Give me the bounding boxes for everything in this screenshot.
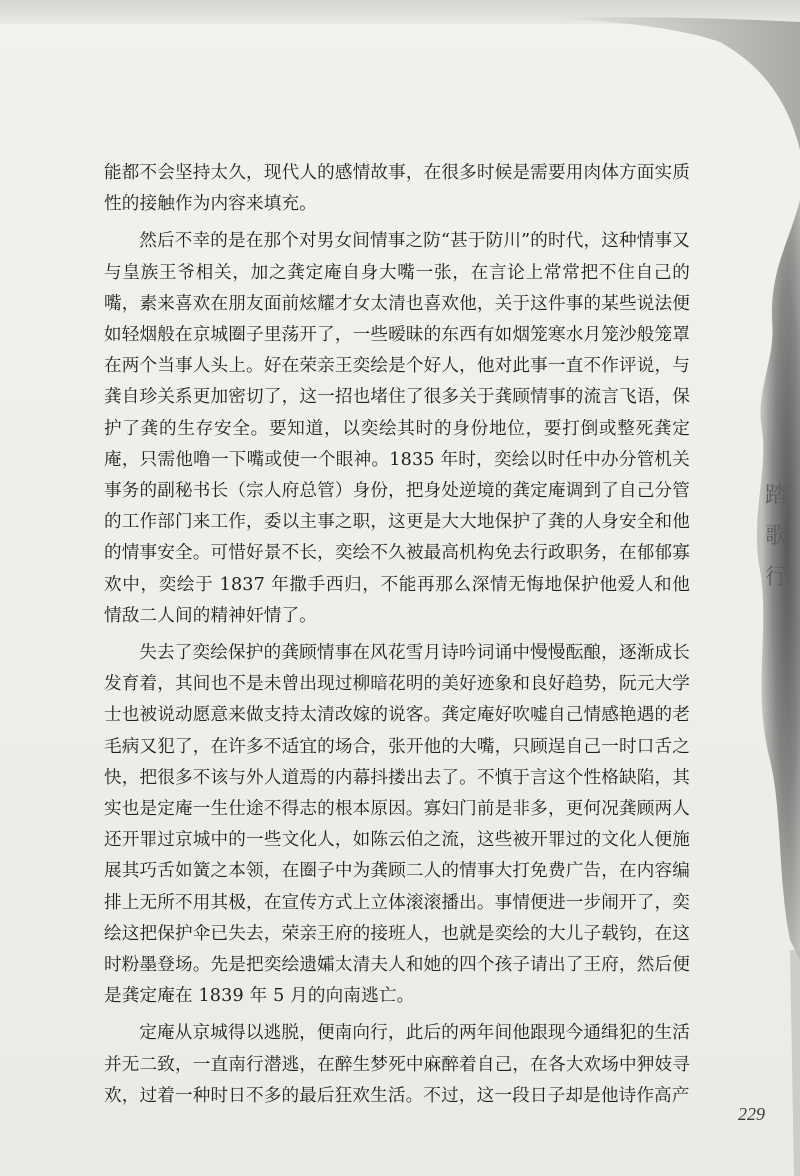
paragraph: 失去了奕绘保护的龚顾情事在风花雪月诗吟词诵中慢慢酝酿，逐渐成长发育着，其间也不是未曾出现过柳暗花明的美好迹象和良好趋势，阮元大学士也被说动愿意来做支持太清改嫁的说客。龚定庵好吹嘘自己情感艳遇的老毛病又犯了，在许多不适宜的场合，张开他的大嘴，只顾逞自己一时口舌之快，把很多不该与外人道焉的内幕抖搂出去了。不慎于言这个性格缺陷，其实也是定庵一生仕途不得志的根本原因。寡妇门前是非多，更何况龚顾两人还开罪过京城中的一些文化人，如陈云伯之流，这些被开罪过的文化人便施展其巧舌如簧之本领，在圈子中为龚顾二人的情事大打免费广告，在内容编排上无所不用其极，在宣传方式上立体滚滚播出。事情便进一步闹开了，奕绘这把保护伞已失去，荣亲王府的接班人，也就是奕绘的大儿子载钧，在这时粉墨登场。先是把奕绘遗孀太清夫人和她的四个孩子请出了王府，然后便是龚定庵在 1839 年 5 月的向南逃亡。 <box>104 643 690 1007</box>
side-title-char: 行 <box>764 565 787 590</box>
side-chapter-title <box>760 478 792 591</box>
side-title-char: 踏 <box>764 483 787 508</box>
paragraph: 定庵从京城得以逃脱，便南向行，此后的两年间他跟现今通缉犯的生活并无二致，一直南行潜逃，在醉生梦死中麻醉着自己，在各大欢场中狎妓寻欢，过着一种时日不多的最后狂欢生活。不过，这一段日子却是他诗作高产 <box>104 1023 690 1106</box>
top-curve-band <box>560 17 800 150</box>
paragraph: 能都不会坚持太久，现代人的感情故事，在很多时候是需要用肉体方面实质性的接触作为内容来填充。 <box>104 163 690 215</box>
right-edge-shadow <box>790 950 800 1176</box>
paragraph: 然后不幸的是在那个对男女间情事之防“甚于防川”的时代，这种情事又与皇族王爷相关，加之龚定庵自身大嘴一张，在言论上常常把不住自己的嘴，素来喜欢在朋友面前炫耀才女太清也喜欢他，关于这件事的某些说法便如轻烟般在京城圈子里荡开了，一些暧昧的东西有如烟笼寒水月笼沙般笼罩在两个当事人头上。好在荣亲王奕绘是个好人，他对此事一直不作评说，与龚自珍关系更加密切了，这一招也堵住了很多关于龚顾情事的流言飞语，保护了龚的生存安全。要知道，以奕绘其时的身份地位，要打倒或整死龚定庵，只需他噜一下嘴或使一个眼神。1835 年时，奕绘以时任中办分管机关事务的副秘书长（宗人府总管）身份，把身处逆境的龚定庵调到了自己分管的工作部门来工作，委以主事之职，这更是大大地保护了龚的人身安全和他的情事安全。可惜好景不长，奕绘不久被最高机构免去行政职务，在郁郁寡欢中，奕绘于 1837 年撒手西归，不能再那么深情无悔地保护他爱人和他情敌二人间的精神奸情了。 <box>104 231 690 626</box>
body-text <box>104 158 690 1118</box>
page-number: 229 <box>738 1104 765 1124</box>
side-title-char: 歌 <box>764 524 787 549</box>
